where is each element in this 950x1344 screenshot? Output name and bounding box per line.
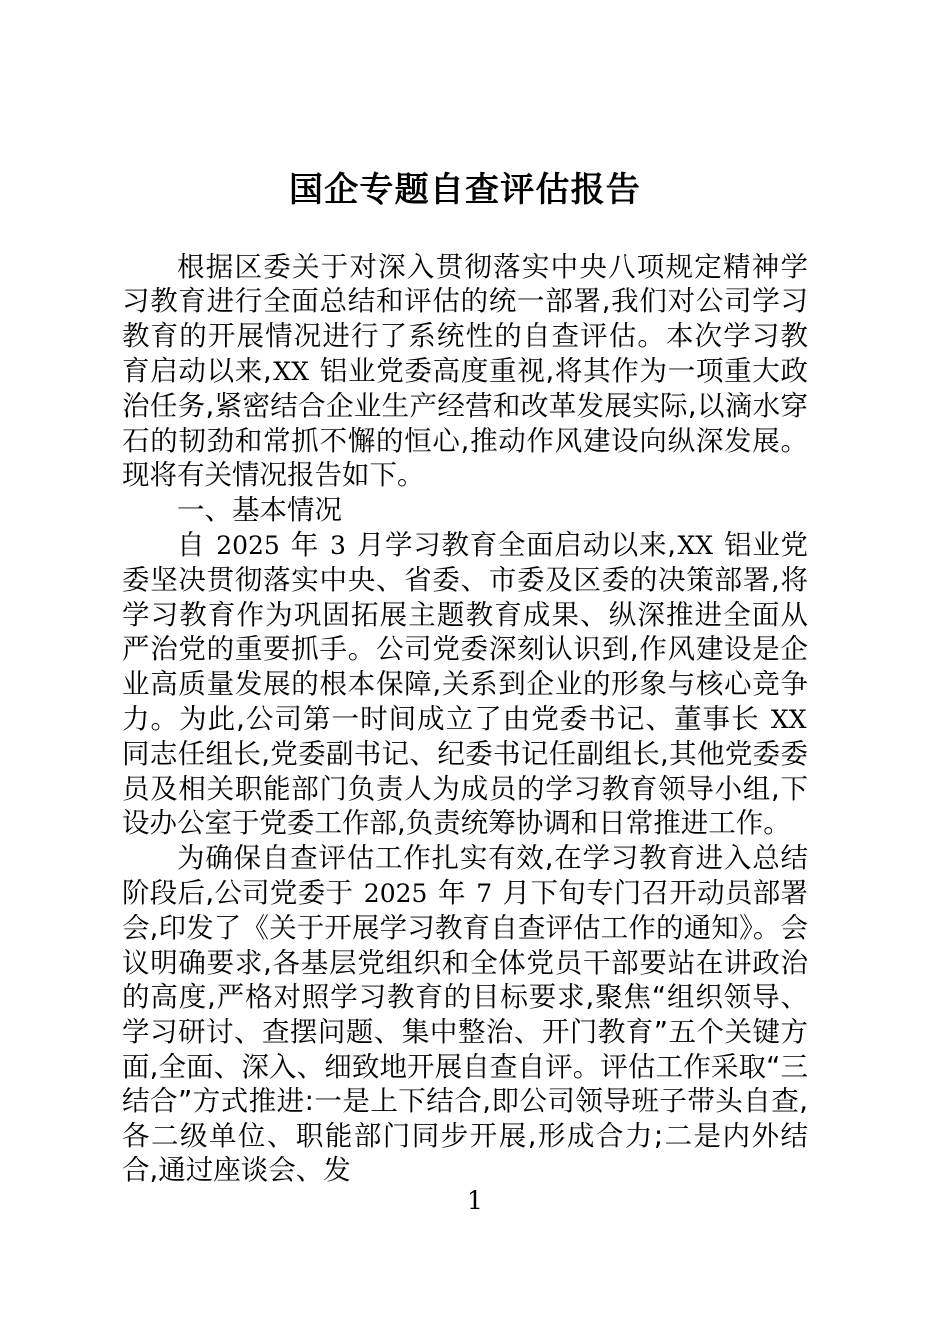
latin-run: XX (273, 356, 309, 386)
page-number-footer: 1 (467, 1186, 483, 1215)
paragraph-overview: 根据区委关于对深入贯彻落实中央八项规定精神学习教育进行全面总结和评估的统一部署,我们对公司学习教育的开展情况进行了系统性的自查评估。本次学习教育启动以来,XX 铝业党委高度重视,将其作为一项重大政治任务,紧密结合企业生产经营和改革发展实际,以滴水穿石的韧劲和常抓不懈的恒心,推动作风建设向纵深发展。现将有关情况报告如下。 (122, 250, 809, 492)
paragraph-basic-situation: 自 2025 年 3 月学习教育全面启动以来,XX 铝业党委坚决贯彻落实中央、省委、市委及区委的决策部署,将学习教育作为巩固拓展主题教育成果、纵深推进全面从严治党的重要抓手。公司党委深刻认识到,作风建设是企业高质量发展的根本保障,关系到企业的形象与核心竞争力。为此,公司第一时间成立了由党委书记、董事长 XX 同志任组长,党委副书记、纪委书记任副组长,其他党委委员及相关职能部门负责人为成员的学习教育领导小组,下设办公室于党委工作部,负责统筹协调和日常推进工作。 (122, 528, 809, 840)
section-heading-basic-situation: 一、基本情况 (177, 494, 342, 527)
latin-run: 2025 (363, 878, 428, 908)
latin-run: XX (770, 704, 807, 734)
latin-run: 7 (476, 878, 493, 908)
latin-run: 2025 (216, 530, 280, 560)
document-body (122, 0, 808, 1188)
latin-run: XX (677, 530, 714, 560)
page-title: 国企专题自查评估报告 (289, 170, 641, 210)
paragraph-self-assessment-arrangement: 为确保自查评估工作扎实有效,在学习教育进入总结阶段后,公司党委于 2025 年 7 月下旬专门召开动员部署会,印发了《关于开展学习教育自查评估工作的通知》。会议明确要求,各基层党组织和全体党员干部要站在讲政治的高度,严格对照学习教育的目标要求,聚焦“组织领导、学习研讨、查摆问题、集中整治、开门教育”五个关键方面,全面、深入、细致地开展自查自评。评估工作采取“三结合”方式推进:一是上下结合,即公司领导班子带头自查,各二级单位、职能部门同步开展,形成合力;二是内外结合,通过座谈会、发 (122, 841, 808, 1187)
latin-run: 3 (329, 530, 346, 560)
